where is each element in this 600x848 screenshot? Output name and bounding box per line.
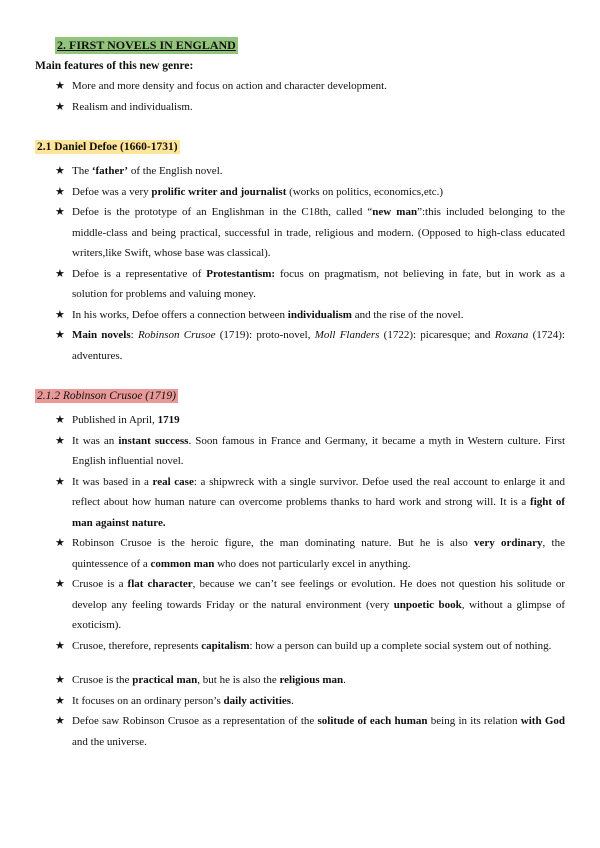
bold-text: Protestantism: [206,267,276,280]
list-item [35,711,565,752]
italic-title: Moll Flanders [314,329,380,341]
bold-text: solitude of each human [317,715,428,727]
text-run: , because we can’t see feelings or evolution. He does not question his solitude or develop any feeling towards Friday or the natural environment (very [72,578,565,611]
list-item [35,325,565,366]
star-bullet-icon: ★ [55,184,65,198]
text-run: (1724): adventures. [72,329,565,362]
crusoe-section-heading: 2.1.2 Robinson Crusoe (1719) [37,390,176,402]
text-run: Crusoe is a [72,578,128,590]
text-run: In his works, Defoe offers a connection between [72,308,288,321]
text-run: of the English novel. [128,165,223,177]
bold-text: Main novels [72,329,131,341]
bold-text: flat character [127,578,193,590]
text-run: (works on politics, economics,etc.) [286,185,444,198]
list-item [35,202,565,264]
bold-text: very ordinary [473,537,543,549]
text-run: Defoe saw Robinson Crusoe as a representation of the [72,715,318,727]
text-run: Crusoe, therefore, represents [72,639,202,652]
crusoe-list-2 [35,670,565,752]
star-bullet-icon: ★ [55,433,65,447]
text-run: Robinson Crusoe is the heroic figure, the man dominating nature. But he is also [72,537,474,549]
text-run: (1722): picaresque; and [379,329,495,341]
star-bullet-icon: ★ [55,413,65,426]
star-bullet-icon: ★ [55,714,65,727]
star-bullet-icon: ★ [55,693,65,707]
star-bullet-icon: ★ [55,638,65,652]
text-run: Defoe is the prototype of an Englishman in the C18th, called “ [72,206,373,218]
text-run: , but he is also the [197,674,280,686]
list-item [35,305,565,326]
bold-text: instant success [118,434,189,447]
text-run: . Soon famous in France and Germany, it became a myth in Western culture. First English influential novel. [72,434,566,467]
text-run: It focuses on an ordinary person’s [72,694,224,707]
text-run: Published in April, [72,414,158,426]
star-bullet-icon: ★ [55,164,65,177]
bold-text: fight of man against nature. [72,496,565,529]
text-run: Defoe is a representative of [72,267,207,280]
page-title: 2. FIRST NOVELS IN ENGLAND [57,38,236,52]
bold-text: new man [372,206,418,218]
star-bullet-icon: ★ [55,205,65,218]
bold-text: capitalism [201,639,250,652]
list-item [35,161,565,182]
bold-text: practical man [132,674,198,686]
defoe-list [35,161,565,366]
bold-text: individualism [287,308,352,321]
star-bullet-icon: ★ [55,99,65,113]
text-run: More and more density and focus on action and character development. [72,80,387,92]
list-item [35,76,565,97]
bold-text: ‘father’ [91,165,129,177]
text-run: . [343,674,346,686]
text-run: ”:this included belonging to the middle-class and being practical, successful in trade, religious and modern. (Opposed to high-class educated writers,like Swift, whose base was classical). [72,206,565,259]
star-bullet-icon: ★ [55,328,65,341]
defoe-heading-row [35,137,565,155]
star-bullet-icon: ★ [55,577,65,590]
list-item [35,670,565,691]
list-item [35,97,565,118]
text-run: : [130,329,138,341]
text-run: Defoe was a very [72,185,152,198]
crusoe-list [35,410,565,656]
main-features-heading: Main features of this new genre: [35,60,194,72]
bold-text: 1719 [157,414,180,426]
text-run: , the quintessence of a [72,537,565,570]
star-bullet-icon: ★ [55,673,65,686]
italic-title: Robinson Crusoe [137,329,216,341]
star-bullet-icon: ★ [55,474,65,488]
spacer [35,117,565,137]
spacer [35,656,565,670]
star-bullet-icon: ★ [55,79,65,92]
list-item [35,264,565,305]
text-run: who does not particularly excel in anything. [214,557,411,570]
star-bullet-icon: ★ [55,266,65,280]
bold-text: prolific writer and journalist [151,185,287,198]
list-item [35,410,565,431]
star-bullet-icon: ★ [55,307,65,321]
spacer [35,366,565,386]
text-run: being in its relation [427,715,521,727]
italic-title: Roxana [494,329,529,341]
list-item [35,636,565,657]
bold-text: unpoetic book [393,598,462,611]
text-run: , without a glimpse of exoticism). [72,598,565,631]
bold-text: with God [520,715,565,727]
bold-text: real case [152,475,194,488]
text-run: . [291,694,294,707]
list-item [35,691,565,712]
text-run: : a shipwreck with a single survivor. Defoe used the real account to enlarge it and reflect about how human nature can overcome problems thanks to hard work and strong will. It is a [72,475,566,508]
list-item [35,533,565,574]
list-item [35,574,565,636]
text-run: Realism and individualism. [72,100,193,113]
star-bullet-icon: ★ [55,536,65,549]
list-item [35,182,565,203]
text-run: and the rise of the novel. [351,308,464,321]
title-row [35,36,565,54]
defoe-section-heading: 2.1 Daniel Defoe (1660-1731) [37,141,178,153]
bold-text: daily activities [223,694,292,707]
bold-text: common man [150,557,215,570]
text-run: focus on pragmatism, not believing in fate, but in work as a solution for problems and valuing money. [72,267,565,300]
list-item [35,431,565,472]
bold-text: religious man [279,674,344,686]
text-run: and the universe. [72,735,147,748]
text-run: It was an [72,434,119,447]
text-run: It was based in a [72,475,153,488]
text-run: (1719): proto-novel, [215,329,315,341]
main-features-list [35,76,565,117]
text-run: The [72,165,92,177]
text-run: Crusoe is the [72,674,133,686]
crusoe-heading-row [35,386,565,404]
text-run: : how a person can build up a complete social system out of nothing. [249,639,552,652]
list-item [35,472,565,534]
